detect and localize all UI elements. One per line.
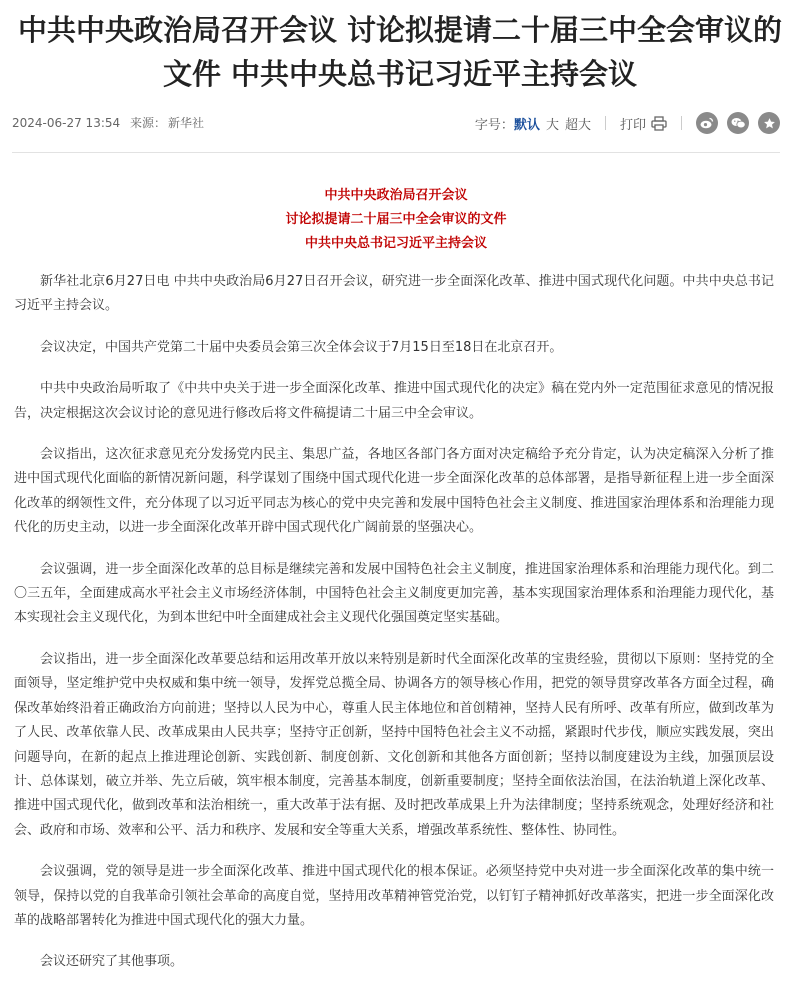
font-size-large[interactable]: 大 bbox=[545, 117, 559, 133]
article-paragraph: 会议强调，进一步全面深化改革的总目标是继续完善和发展中国特色社会主义制度，推进国家治理体系和治理能力现代化。到二〇三五年，全面建成高水平社会主义市场经济体制，中国特色社会主义制度更加完善，基本实现国家治理体系和治理能力现代化，基本实现社会主义现代化，为到本世纪中叶全面建成社会主义现代化强国奠定坚实基础。 bbox=[14, 561, 774, 626]
favorite-icon[interactable] bbox=[758, 112, 780, 134]
article-meta bbox=[12, 110, 210, 136]
divider bbox=[605, 116, 606, 130]
share-buttons bbox=[696, 112, 780, 134]
wechat-icon[interactable] bbox=[727, 112, 749, 134]
font-size-xlarge[interactable]: 超大 bbox=[564, 117, 591, 133]
print-button[interactable] bbox=[620, 114, 667, 133]
article-meta-bar bbox=[12, 110, 780, 136]
article-paragraph: 会议决定，中国共产党第二十届中央委员会第三次全体会议于7月15日至18日在北京召开。 bbox=[40, 339, 563, 355]
article-paragraph: 会议指出，这次征求意见充分发扬党内民主、集思广益，各地区各部门各方面对决定稿给予充分肯定，认为决定稿深入分析了推进中国式现代化面临的新情况新问题，科学谋划了围绕中国式现代化进一步全面深化改革的总体部署，是指导新征程上进一步全面深化改革的纲领性文件，充分体现了以习近平同志为核心的党中央完善和发展中国特色社会主义制度、推进国家治理体系和治理能力现代化的历史主动，以进一步全面深化改革开辟中国式现代化广阔前景的坚强决心。 bbox=[14, 447, 774, 536]
divider bbox=[681, 116, 682, 130]
printer-icon bbox=[651, 116, 667, 131]
weibo-icon[interactable] bbox=[696, 112, 718, 134]
publish-datetime: 2024-06-27 13:54 bbox=[12, 116, 121, 130]
summary-titles bbox=[12, 184, 780, 256]
source-label: 来源： bbox=[129, 116, 166, 130]
print-label: 打印 bbox=[619, 117, 646, 133]
article-headline: 中共中央政治局召开会议 讨论拟提请二十届三中全会审议的文件 中共中央总书记习近平主持会议 bbox=[17, 13, 783, 91]
font-size-default[interactable]: 默认 bbox=[513, 117, 540, 133]
article-paragraph: 会议强调，党的领导是进一步全面深化改革、推进中国式现代化的根本保证。必须坚持党中央对进一步全面深化改革的集中统一领导，保持以党的自我革命引领社会革命的高度自觉，坚持用改革精神管党治党，以钉钉子精神抓好改革落实，把进一步全面深化改革的战略部署转化为推进中国式现代化的强大力量。 bbox=[14, 864, 774, 928]
source-name: 新华社 bbox=[167, 116, 204, 130]
summary-title-line: 中共中央政治局召开会议 bbox=[324, 188, 468, 203]
article-tools bbox=[475, 110, 780, 136]
article-paragraph: 中共中央政治局听取了《中共中央关于进一步全面深化改革、推进中国式现代化的决定》稿在党内外一定范围征求意见的情况报告，决定根据这次会议讨论的意见进行修改后将文件稿提请二十届三中全会审议。 bbox=[14, 381, 774, 421]
article-paragraph: 新华社北京6月27日电 中共中央政治局6月27日召开会议，研究进一步全面深化改革、推进中国式现代化问题。中共中央总书记习近平主持会议。 bbox=[14, 274, 774, 314]
article-body bbox=[14, 270, 774, 992]
header-divider bbox=[12, 152, 780, 153]
article-paragraph: 会议还研究了其他事项。 bbox=[40, 954, 184, 970]
summary-title-line: 讨论拟提请二十届三中全会审议的文件 bbox=[285, 212, 507, 227]
summary-title-line: 中共中央总书记习近平主持会议 bbox=[304, 236, 487, 251]
article-paragraph: 会议指出，进一步全面深化改革要总结和运用改革开放以来特别是新时代全面深化改革的宝贵经验，贯彻以下原则：坚持党的全面领导，坚定维护党中央权威和集中统一领导，发挥党总揽全局、协调各方的领导核心作用，把党的领导贯穿改革各方面全过程，确保改革始终沿着正确政治方向前进；坚持以人民为中心，尊重人民主体地位和首创精神，坚持人民有所呼、改革有所应，做到改革为了人民、改革依靠人民、改革成果由人民共享；坚持守正创新，坚持中国特色社会主义不动摇，紧跟时代步伐，顺应实践发展，突出问题导向，在新的起点上推进理论创新、实践创新、制度创新、文化创新和其他各方面创新；坚持以制度建设为主线，加强顶层设计、总体谋划，破立并举、先立后破，筑牢根本制度，完善基本制度，创新重要制度；坚持全面依法治国，在法治轨道上深化改革、推进中国式现代化，做到改革和法治相统一，重大改革于法有据、及时把改革成果上升为法律制度；坚持系统观念，处理好经济和社会、政府和市场、效率和公平、活力和秩序、发展和安全等重大关系，增强改革系统性、整体性、协同性。 bbox=[14, 651, 774, 838]
font-size-label: 字号： bbox=[474, 117, 514, 133]
